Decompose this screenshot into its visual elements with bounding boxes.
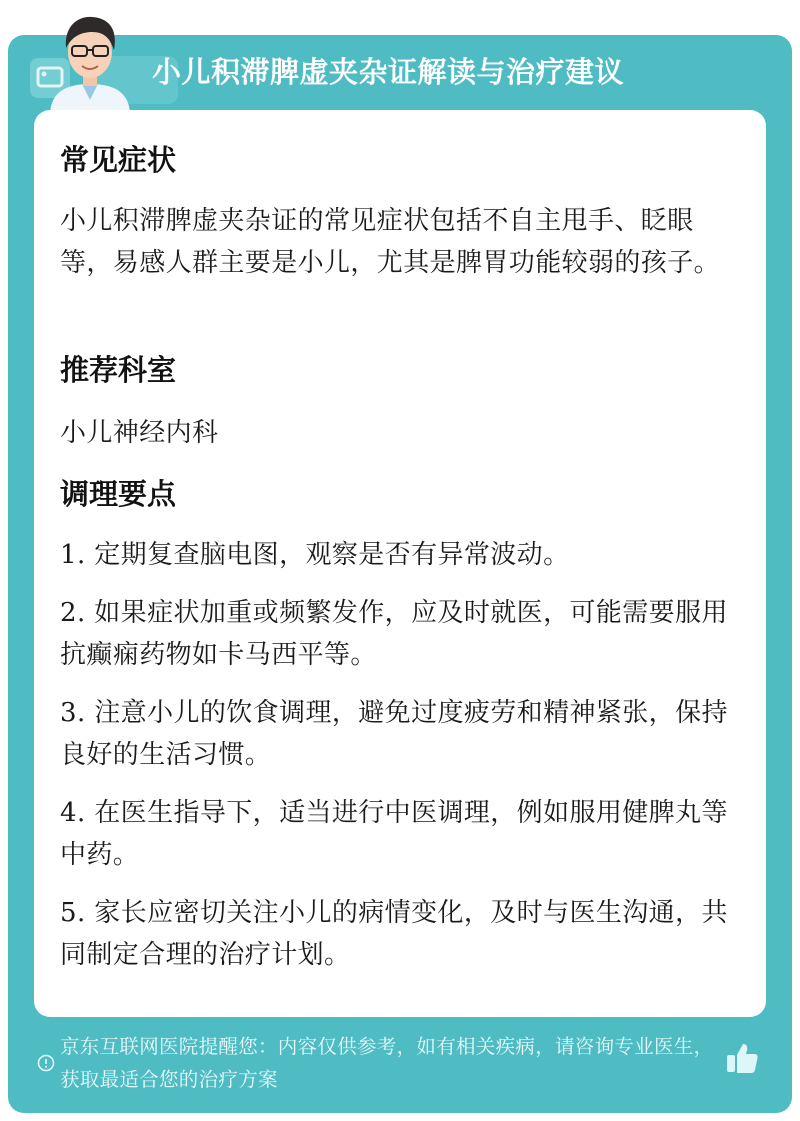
symptoms-text: 小儿积滞脾虚夹杂证的常见症状包括不自主甩手、眨眼等，易感人群主要是小儿，尤其是脾胃功能较弱的孩子。: [60, 206, 721, 278]
care-item-text: 如果症状加重或频繁发作，应及时就医，可能需要服用抗癫痫药物如卡马西平等。: [60, 598, 728, 670]
page-title: 小儿积滞脾虚夹杂证解读与治疗建议: [152, 55, 625, 89]
content-card: [34, 110, 766, 1017]
care-item-number: 5.: [60, 898, 86, 928]
care-item-number: 3.: [60, 698, 86, 728]
care-item-3: [60, 692, 730, 776]
care-item-5: [60, 892, 730, 976]
care-item-1: [60, 534, 730, 576]
care-item-text: 在医生指导下，适当进行中医调理，例如服用健脾丸等中药。: [60, 798, 728, 870]
footer-notice: 京东互联网医院提醒您：内容仅供参考，如有相关疾病，请咨询专业医生，获取最适合您的治疗方案: [60, 1035, 714, 1091]
department-heading: 推荐科室: [60, 353, 177, 387]
department-text: 小儿神经内科: [60, 418, 219, 448]
care-heading: 调理要点: [60, 477, 177, 511]
info-icon: [37, 1054, 55, 1072]
thumbs-up-icon[interactable]: [724, 1040, 760, 1076]
care-item-number: 2.: [60, 598, 86, 628]
care-item-text: 注意小儿的饮食调理，避免过度疲劳和精神紧张，保持良好的生活习惯。: [60, 698, 728, 770]
care-item-text: 定期复查脑电图，观察是否有异常波动。: [94, 540, 570, 570]
care-item-number: 4.: [60, 798, 86, 828]
care-item-number: 1.: [60, 540, 86, 570]
symptoms-heading: 常见症状: [60, 143, 177, 177]
care-item-2: [60, 592, 730, 676]
doctor-avatar-icon: [46, 8, 134, 112]
care-item-4: [60, 792, 730, 876]
care-item-text: 家长应密切关注小儿的病情变化，及时与医生沟通，共同制定合理的治疗计划。: [60, 898, 728, 970]
